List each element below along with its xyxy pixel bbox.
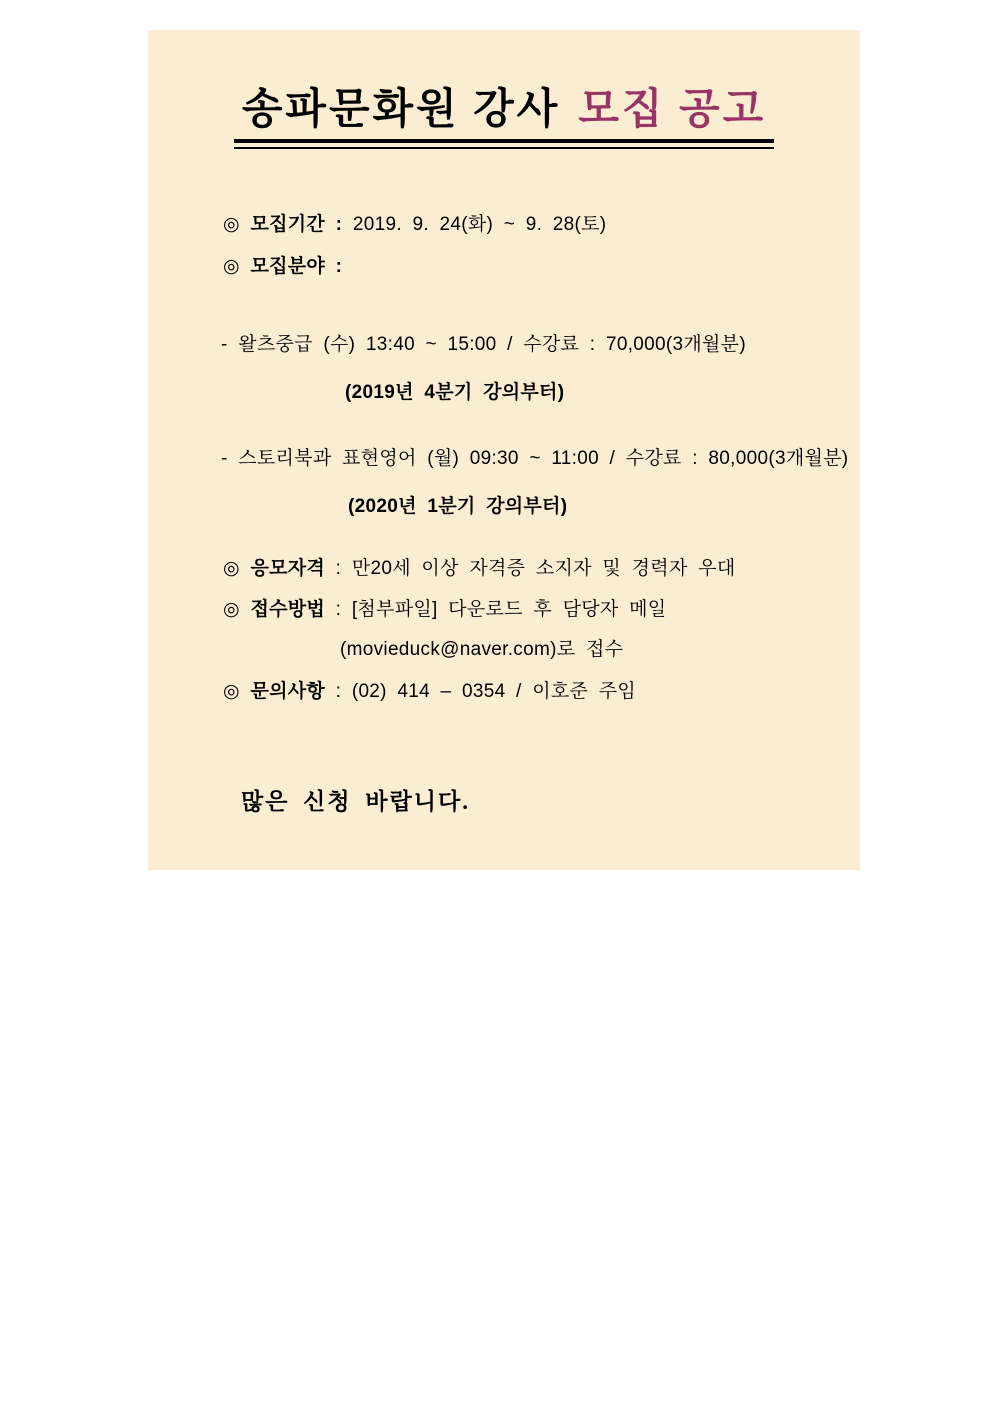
apply-email-line: [340, 638, 623, 662]
apply-method-value: : [첨부파일] 다운로드 후 담당자 메일: [325, 599, 667, 620]
course-1-text: - 왈츠중급 (수) 13:40 ~ 15:00 / 수강료 : 70,000(3개월분): [221, 334, 746, 355]
qualification-label: ◎ 응모자격: [223, 558, 326, 579]
contact-value: : (02) 414 – 0354 / 이호준 주임: [325, 681, 637, 702]
course-2-line: [221, 447, 848, 471]
recruit-field-label: ◎ 모집분야 :: [223, 256, 343, 277]
recruit-period-value: 2019. 9. 24(화) ~ 9. 28(토): [342, 214, 607, 235]
title-accent-text: 모집 공고: [578, 87, 767, 133]
title-underline: [234, 86, 774, 143]
title-main-text: 송파문화원 강사: [241, 87, 561, 133]
course-1-note: [345, 381, 564, 405]
contact-line: [223, 680, 636, 704]
notice-title: [148, 86, 860, 143]
course-1-note-text: (2019년 4분기 강의부터): [345, 382, 565, 403]
qualification-value: : 만20세 이상 자격증 소지자 및 경력자 우대: [325, 558, 736, 579]
course-2-note-text: (2020년 1분기 강의부터): [348, 496, 568, 517]
contact-label: ◎ 문의사항: [223, 681, 326, 702]
course-1-line: [221, 333, 746, 357]
notice-panel: [148, 30, 860, 870]
closing-line: [241, 783, 470, 816]
recruit-period-line: [223, 213, 606, 237]
qualification-line: [223, 557, 736, 581]
recruit-period-label: ◎ 모집기간 :: [223, 214, 343, 235]
apply-method-label: ◎ 접수방법: [223, 599, 326, 620]
course-2-note: [348, 495, 567, 519]
course-2-text: - 스토리북과 표현영어 (월) 09:30 ~ 11:00 / 수강료 : 80,000(3개월분): [221, 448, 849, 469]
apply-method-line: [223, 598, 666, 622]
closing-text: 많은 신청 바랍니다.: [241, 789, 470, 814]
recruit-field-line: [223, 255, 342, 279]
apply-email-text: (movieduck@naver.com)로 접수: [340, 639, 624, 660]
